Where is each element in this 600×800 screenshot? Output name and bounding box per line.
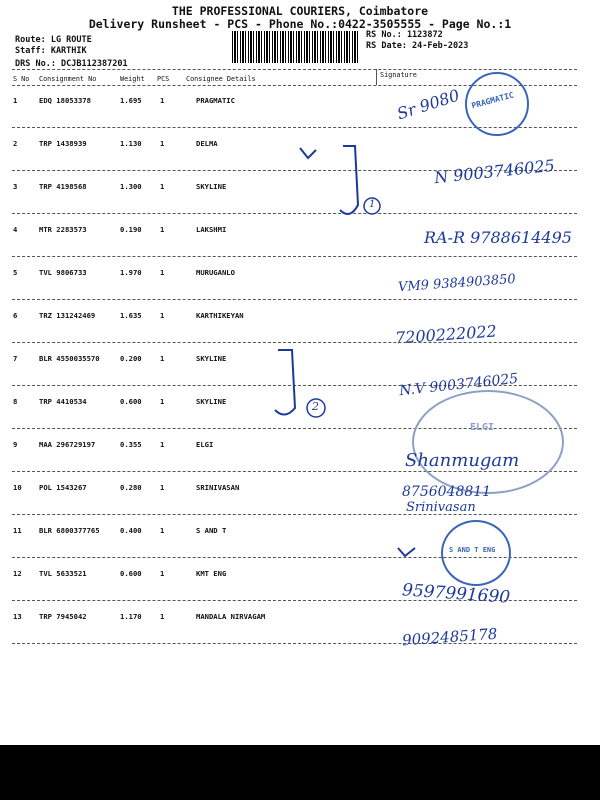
handwritten-sign-6: 7200222022 [394,321,498,348]
handwritten-sign-10b: Srinivasan [406,500,476,515]
handwritten-sign-9: Shanmugam [405,450,520,471]
row-3-sno: 3 [13,182,18,191]
row-7-sno: 7 [13,354,18,363]
handwritten-sign-13: 9092485178 [401,624,498,650]
staff-label: Staff: KARTHIK [15,46,87,56]
stamp-text-s-and-t: S AND T ENG [449,546,496,554]
handwritten-sign-12: 9597991690 [401,580,511,608]
mark-two: 2 [312,400,319,413]
row-6-pcs: 1 [160,311,165,320]
check-mark-row2 [300,148,316,158]
row-11-pcs: 1 [160,526,165,535]
row-13-consignee: MANDALA NIRVAGAM [196,612,266,621]
row-5-cons: TVL 9806733 [39,268,87,277]
stamp-text-pragmatic: PRAGMATIC [470,90,515,111]
runsheet-subtitle: Delivery Runsheet - PCS - Phone No.:0422-3505555 - Page No.:1 [88,17,512,31]
col-weight: Weight [120,75,145,83]
row-11-cons: BLR 6800377765 [39,526,100,535]
row-4-sno: 4 [13,225,18,234]
row-5-consignee: MURUGANLO [196,268,235,277]
handwritten-sign-5: VM9 9384903850 [397,271,517,296]
row-4-cons: MTR 2283573 [39,225,87,234]
row-5-pcs: 1 [160,268,165,277]
col-pcs: PCS [157,75,170,83]
row-11-sno: 11 [13,526,22,535]
row-4-weight: 0.190 [120,225,142,234]
row-3-consignee: SKYLINE [196,182,227,191]
drs-number: DRS No.: DCJB112387201 [15,59,128,69]
row-12-weight: 0.600 [120,569,142,578]
row-10-sno: 10 [13,483,22,492]
row-12-consignee: KMT ENG [196,569,227,578]
row-6-sno: 6 [13,311,18,320]
company-title: THE PROFESSIONAL COURIERS, Coimbatore [171,4,429,18]
row-6-cons: TRZ 131242469 [39,311,96,320]
row-10-consignee: SRINIVASAN [196,483,240,492]
stamp-text-elgi: ELGI [470,422,495,433]
handwritten-sign-4: RA-R 9788614495 [424,228,572,247]
row-1-consignee: PRAGMATIC [196,96,235,105]
row-10-weight: 0.280 [120,483,142,492]
row-10-pcs: 1 [160,483,165,492]
handwritten-sign-1: Sr 9080 [394,85,462,124]
row-6-weight: 1.635 [120,311,142,320]
row-5-sno: 5 [13,268,18,277]
row-3-pcs: 1 [160,182,165,191]
row-12-pcs: 1 [160,569,165,578]
row-13-weight: 1.170 [120,612,142,621]
row-8-sno: 8 [13,397,18,406]
row-9-consignee: ELGI [196,440,214,449]
row-7-pcs: 1 [160,354,165,363]
row-13-cons: TRP 7945042 [39,612,87,621]
scan-border [0,745,600,800]
row-8-consignee: SKYLINE [196,397,227,406]
row-5-weight: 1.970 [120,268,142,277]
row-7-weight: 0.200 [120,354,142,363]
row-11-consignee: S AND T [196,526,227,535]
row-6-consignee: KARTHIKEYAN [196,311,244,320]
row-7-consignee: SKYLINE [196,354,227,363]
row-2-pcs: 1 [160,139,165,148]
row-13-sno: 13 [13,612,22,621]
col-sno: S No [13,75,30,83]
row-10-cons: POL 1543267 [39,483,87,492]
col-consignee: Consignee Details [186,75,256,83]
row-9-weight: 0.355 [120,440,142,449]
bracket-mark-2 [275,350,295,415]
col-consignment: Consignment No [39,75,97,83]
row-9-cons: MAA 296729197 [39,440,96,449]
rs-number: RS No.: 1123872 [366,30,443,40]
row-1-sno: 1 [13,96,18,105]
row-1-cons: EDQ 18053378 [39,96,91,105]
row-3-weight: 1.300 [120,182,142,191]
col-signature: Signature [380,71,417,79]
row-7-cons: BLR 4550035570 [39,354,100,363]
handwritten-sign-2: N 9003746025 [433,155,556,188]
row-13-pcs: 1 [160,612,165,621]
row-2-weight: 1.130 [120,139,142,148]
tick-row11 [398,548,415,556]
row-1-weight: 1.695 [120,96,142,105]
bracket-mark-1 [340,146,358,214]
row-8-weight: 0.600 [120,397,142,406]
row-12-cons: TVL 5633521 [39,569,87,578]
row-9-sno: 9 [13,440,18,449]
mark-one: 1 [369,199,376,210]
row-8-cons: TRP 4410534 [39,397,87,406]
row-9-pcs: 1 [160,440,165,449]
row-2-cons: TRP 1438939 [39,139,87,148]
row-8-pcs: 1 [160,397,165,406]
route-label: Route: LG ROUTE [15,35,92,45]
row-12-sno: 12 [13,569,22,578]
row-4-consignee: LAKSHMI [196,225,227,234]
row-3-cons: TRP 4198568 [39,182,87,191]
row-1-pcs: 1 [160,96,165,105]
row-2-sno: 2 [13,139,18,148]
row-2-consignee: DELMA [196,139,218,148]
row-11-weight: 0.400 [120,526,142,535]
row-4-pcs: 1 [160,225,165,234]
handwritten-sign-10a: 8756048811 [402,484,492,500]
handwritten-sign-7: N.V 9003746025 [398,370,519,400]
rs-date: RS Date: 24-Feb-2023 [366,41,469,51]
